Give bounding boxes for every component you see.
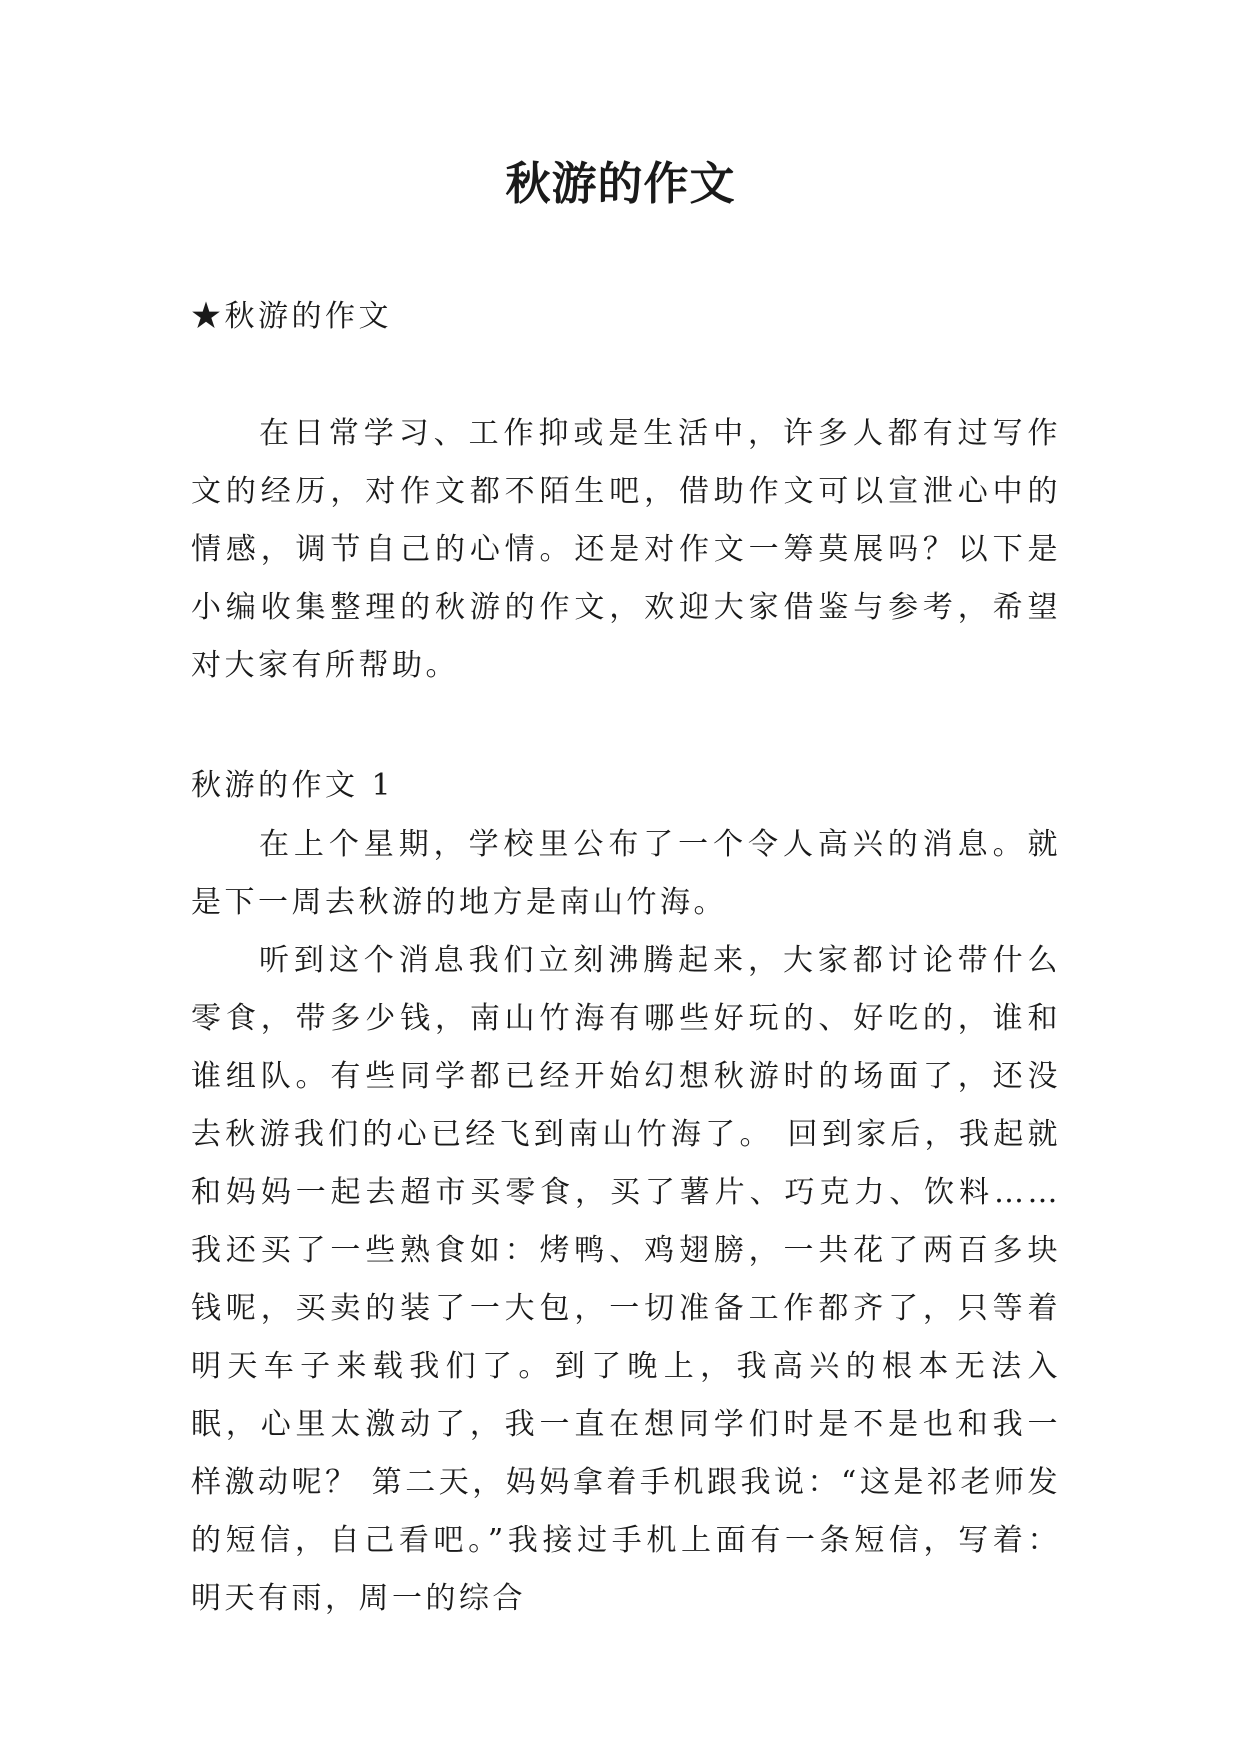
- section-title: 秋游的作文 1: [191, 768, 395, 803]
- intro-paragraph: 在日常学习、工作抑或是生活中，许多人都有过写作文的经历，对作文都不陌生吧，借助作文可以宣泄心中的情感，调节自己的心情。还是对作文一筹莫展吗？以下是小编收集整理的秋游的作文，欢迎大家借鉴与参考，希望对大家有所帮助。: [191, 416, 1061, 683]
- body-paragraph: 听到这个消息我们立刻沸腾起来，大家都讨论带什么零食，带多少钱，南山竹海有哪些好玩的、好吃的，谁和谁组队。有些同学都已经开始幻想秋游时的场面了，还没去秋游我们的心已经飞到南山竹海了。 回到家后，我起就和妈妈一起去超市买零食，买了薯片、巧克力、饮料……我还买了一些熟食如：烤鸭、鸡翅膀，一共花了两百多块钱呢，买卖的装了一大包，一切准备工作都齐了，只等着明天车子来载我们了。到了晚上，我高兴的根本无法入眠，心里太激动了，我一直在想同学们时是不是也和我一样激动呢？ 第二天，妈妈拿着手机跟我说：“这是祁老师发的短信，自己看吧。”我接过手机上面有一条短信，写着：明天有雨，周一的综合: [191, 943, 1061, 1616]
- subheading: ★秋游的作文: [191, 299, 392, 334]
- body-paragraph: 在上个星期，学校里公布了一个令人高兴的消息。就是下一周去秋游的地方是南山竹海。: [191, 827, 1061, 920]
- document-title: 秋游的作文: [505, 157, 736, 210]
